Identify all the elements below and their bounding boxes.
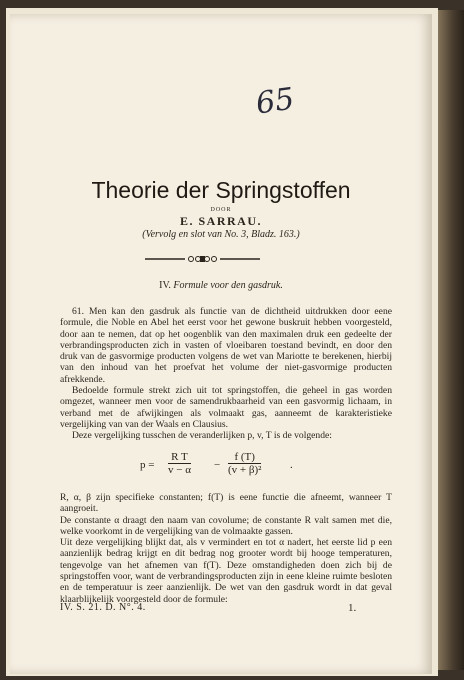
article-title: Theorie der Springstoffen	[91, 177, 351, 203]
paragraph-gas-pressure-law: Uit deze vergelijking blijkt dat, als v vermindert en tot α nadert, het eerste lid p een aanzienlijk bedrag krijgt en dit bedrag nog grooter wordt bij hooge temperaturen, tengevolge van het afnemen van f(T). Deze omstandigheden doen zich bij de springstoffen voor, want de verbrandingsproducten zijn in eene kleine ruimte besloten en de temperatuur is zeer aanzienlijk. De wet van den gasdruk wordt in dat geval klaarblijkelijk voorgesteld door de formule:	[60, 537, 392, 605]
van-der-waals-formula	[140, 451, 310, 481]
continuation-note: (Vervolg en slot van No. 3, Bladz. 163.)	[142, 229, 300, 240]
paragraph-61: 61. Men kan den gasdruk als functie van de dichtheid uitdrukken door eene formule, die Noble en Abel het eerst voor het gewone buskruit hebben voorgesteld, door aan te nemen, dat op het oogenblik van den maximalen druk een gedeelte der verbrandingsproducten zich in vasten of vloeibaren toestand bevindt, en door den druk van de gasvormige producten volgens de wet van Mariotte te berekenen, hierbij van den inhoud van het proefvat het volume der niet-gasvormige producten afrekkende.	[60, 306, 392, 385]
paragraph-constants: R, α, β zijn specifieke constanten; f(T) is eene functie die afneemt, wanneer T aangroeit.	[60, 492, 392, 515]
formula-lhs: p =	[140, 459, 155, 471]
ornament-rule-icon	[145, 254, 260, 264]
paragraph-covolume: De constante α draagt den naam van covolume; de constante R valt samen met die, welke voorkomt in de vergelijking van de volmaakte gassen.	[60, 514, 392, 537]
paragraph-equation-intro: Deze vergelijking tusschen de veranderlijken p, v, T is de volgende:	[72, 430, 332, 442]
formula-numerator-1: R T	[168, 451, 191, 464]
formula-denominator-1: v − α	[168, 464, 191, 476]
footer-sheet-number: 1.	[348, 602, 357, 614]
formula-period: .	[290, 459, 293, 471]
paragraph-formula-extension: Bedoelde formule strekt zich uit tot springstoffen, die geheel in gas worden omgezet, wanneer men voor de samendrukbaarheid van een gasvormig lichaam, in verband met de afwijkingen als volmaakt gas, aanneemt de karakteristieke vergelijking van van der Waals en Clausius.	[60, 385, 392, 430]
formula-minus: −	[214, 459, 221, 471]
formula-fraction-2	[228, 451, 261, 476]
body-text-top	[60, 306, 392, 442]
section-number: IV.	[159, 280, 171, 291]
document-page	[10, 14, 432, 674]
formula-fraction-1	[168, 451, 191, 476]
handwritten-page-number: 65	[253, 81, 297, 122]
bleed-through-text	[50, 34, 410, 89]
footer-signature: IV. S. 21. D. N°. 4.	[60, 602, 146, 613]
section-title: Formule voor den gasdruk.	[173, 280, 283, 291]
formula-denominator-2: (v + β)²	[228, 464, 262, 476]
byline-door: DOOR	[210, 207, 232, 213]
author-name: E. SARRAU.	[179, 214, 262, 228]
body-text-bottom	[60, 492, 392, 605]
section-heading	[10, 280, 432, 291]
formula-numerator-2: f (T)	[228, 451, 261, 464]
